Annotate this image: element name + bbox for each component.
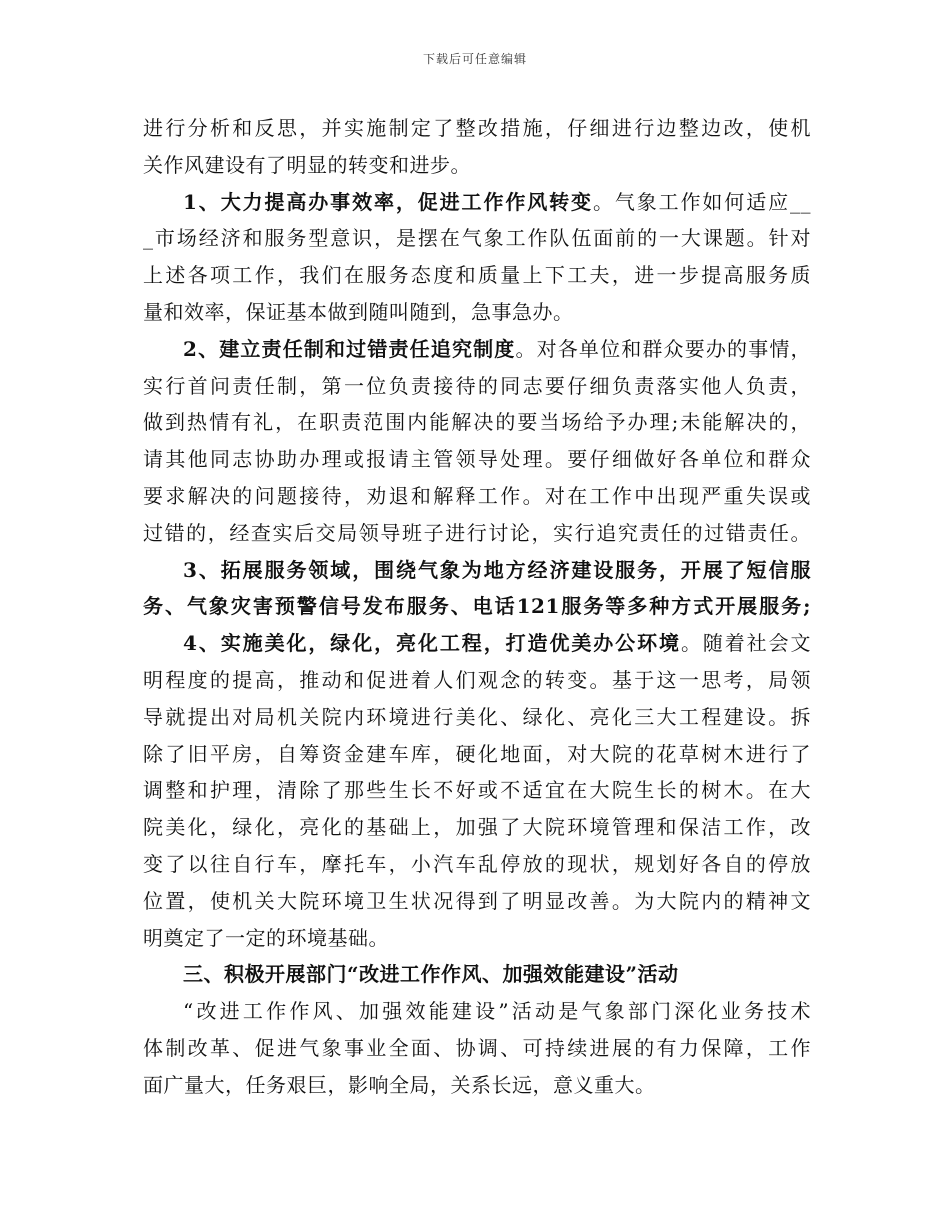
text-line <box>143 478 811 515</box>
text-line <box>143 588 811 625</box>
document-body <box>143 110 811 1104</box>
text-line <box>143 956 811 993</box>
text-line <box>143 1067 811 1104</box>
page-header: 下载后可任意编辑 <box>422 52 527 66</box>
text-line <box>143 625 811 662</box>
text-line <box>143 662 811 699</box>
bold-heading-text: 1、大力提高办事效率，促进工作作风转变 <box>183 189 593 214</box>
text-line <box>143 809 811 846</box>
body-text: 变了以往自行车，摩托车，小汽车乱停放的现状，规划好各自的停放 <box>143 851 811 876</box>
text-line <box>143 772 811 809</box>
text-line <box>143 736 811 773</box>
text-line <box>143 331 811 368</box>
body-text: 。气象工作如何适应__ <box>592 189 811 214</box>
body-text: 院美化，绿化，亮化的基础上，加强了大院环境管理和保洁工作，改 <box>143 815 811 840</box>
body-text: 关作风建设有了明显的转变和进步。 <box>143 152 471 177</box>
body-text: 导就提出对局机关院内环境进行美化、绿化、亮化三大工程建设。拆 <box>143 704 811 729</box>
body-text: _市场经济和服务型意识，是摆在气象工作队伍面前的一大课题。针对 <box>143 226 811 251</box>
body-text: 量和效率，保证基本做到随叫随到，急事急办。 <box>143 299 574 324</box>
text-line <box>143 184 811 221</box>
body-text: 体制改革、促进气象事业全面、协调、可持续进展的有力保障，工作 <box>143 1035 811 1060</box>
body-text: 明奠定了一定的环境基础。 <box>143 925 389 950</box>
text-line <box>143 920 811 957</box>
text-line <box>143 883 811 920</box>
text-line <box>143 515 811 552</box>
text-line <box>143 404 811 441</box>
text-line <box>143 993 811 1030</box>
body-text: 调整和护理，清除了那些生长不好或不适宜在大院生长的树木。在大 <box>143 778 811 803</box>
text-line <box>143 294 811 331</box>
text-line <box>143 147 811 184</box>
body-text: 过错的，经查实后交局领导班子进行讨论，实行追究责任的过错责任。 <box>143 520 811 545</box>
body-text: 面广量大，任务艰巨，影响全局，关系长远，意义重大。 <box>143 1072 656 1097</box>
body-text: “改进工作作风、加强效能建设”活动是气象部门深化业务技术 <box>183 999 811 1024</box>
text-line <box>143 441 811 478</box>
body-text: 上述各项工作，我们在服务态度和质量上下工夫，进一步提高服务质 <box>143 263 811 288</box>
text-line <box>143 110 811 147</box>
text-line <box>143 1030 811 1067</box>
body-text: 做到热情有礼，在职责范围内能解决的要当场给予办理;未能解决的， <box>143 410 811 435</box>
body-text: 明程度的提高，推动和促进着人们观念的转变。基于这一思考，局领 <box>143 667 811 692</box>
bold-heading-text: 务、气象灾害预警信号发布服务、电话121服务等多种方式开展服务; <box>143 594 811 619</box>
text-line <box>143 552 811 589</box>
bold-heading-text: 2、建立责任制和过错责任追究制度 <box>183 336 516 361</box>
text-line <box>143 846 811 883</box>
body-text: 请其他同志协助办理或报请主管领导处理。要仔细做好各单位和群众 <box>143 447 811 472</box>
text-line <box>143 699 811 736</box>
body-text: 实行首问责任制，第一位负责接待的同志要仔细负责落实他人负责， <box>143 373 811 398</box>
body-text: 位置，使机关大院环境卫生状况得到了明显改善。为大院内的精神文 <box>143 888 811 913</box>
body-text: 要求解决的问题接待，劝退和解释工作。对在工作中出现严重失误或 <box>143 483 811 508</box>
bold-heading-text: 三、积极开展部门“改进工作作风、加强效能建设”活动 <box>183 962 679 987</box>
body-text: 。随着社会文 <box>680 631 812 656</box>
bold-heading-text: 4、实施美化，绿化，亮化工程，打造优美办公环境 <box>183 631 681 656</box>
bold-heading-text: 3、拓展服务领域，围绕气象为地方经济建设服务，开展了短信服 <box>183 557 811 582</box>
text-line <box>143 257 811 294</box>
body-text: 。对各单位和群众要办的事情， <box>515 336 812 361</box>
body-text: 进行分析和反思，并实施制定了整改措施，仔细进行边整边改，使机 <box>143 116 811 140</box>
text-line <box>143 368 811 405</box>
text-line <box>143 220 811 257</box>
body-text: 除了旧平房，自筹资金建车库，硬化地面，对大院的花草树木进行了 <box>143 741 811 766</box>
